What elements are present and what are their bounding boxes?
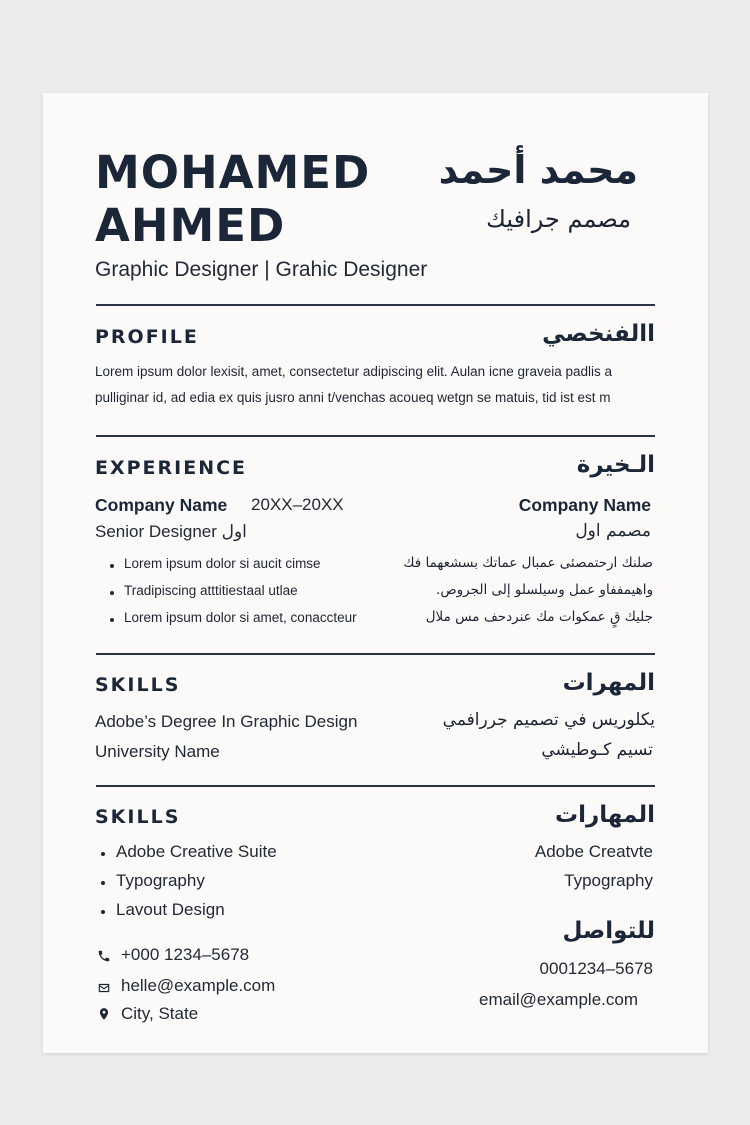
email-address[interactable]: helle@example.com <box>121 976 276 995</box>
skill-item: Typography <box>116 871 205 890</box>
divider <box>96 435 655 437</box>
bullet <box>110 591 114 595</box>
profile-heading-arabic: االفنخصي <box>542 321 655 347</box>
skills-heading: SKILLS <box>95 806 181 828</box>
degree: Adobe’s Degree In Graphic Design <box>95 712 358 731</box>
map-pin-icon <box>97 1007 111 1021</box>
location: City, State <box>121 1004 199 1023</box>
name-line-1: MOHAMED <box>95 146 371 199</box>
name-line-2: AHMED <box>95 199 286 252</box>
phone-number[interactable]: +000 1234–5678 <box>121 945 250 964</box>
envelope-icon <box>97 981 111 995</box>
phone-icon <box>97 949 111 963</box>
title-arabic: مصمم جرافيك <box>486 205 631 233</box>
skill-item-right: Adobe Creatvte <box>534 842 653 861</box>
education-heading-arabic: المهرات <box>562 670 655 696</box>
job-role-arabic: مصمم اول <box>575 521 651 541</box>
company-name-arabic-column: Company Name <box>518 495 651 515</box>
phone-number-right[interactable]: 0001234–5678 <box>539 959 653 978</box>
contact-heading-arabic: للتواصل <box>562 918 655 944</box>
skill-item: Adobe Creative Suite <box>116 842 277 861</box>
email-address-right[interactable]: email@example.com <box>479 990 638 1009</box>
divider <box>96 653 655 655</box>
experience-bullet: Lorem ipsum dolor si amet, conaccteur <box>124 610 357 625</box>
bullet <box>101 910 105 914</box>
job-subtitle: Graphic Designer | Grahic Designer <box>95 258 428 281</box>
skill-item-right: Typography <box>564 871 653 890</box>
experience-bullet: Lorem ipsum dolor si aucit cimse <box>124 556 321 571</box>
job-role: Senior Designer اول <box>95 522 247 541</box>
bullet <box>110 564 114 568</box>
experience-bullet-arabic: جليك قٍ عمكوات مك عنردحف مس ملال <box>425 609 653 625</box>
university-name: University Name <box>95 742 220 761</box>
experience-bullet-arabic: صلنك ارحتمصئى عمبال عماتك بسشعهما فك <box>403 555 653 571</box>
profile-text-line-1: Lorem ipsum dolor lexisit, amet, consectetur adipiscing elit. Aulan icne graveia padlis a <box>95 364 613 379</box>
bullet <box>110 618 114 622</box>
profile-text-line-2: pulliginar id, ad edia ex quis jusro anni t/venchas acoueq wetgn se matuis, tid ist est m <box>95 390 611 405</box>
skills-heading-arabic: المهارات <box>555 802 655 828</box>
name-arabic: محمد أحمد <box>438 148 638 192</box>
education-heading: SKILLS <box>95 674 181 696</box>
experience-bullet-arabic: واهيمففاو عمل وسيلسلو إلى الجروص. <box>436 582 653 598</box>
bullet <box>101 852 105 856</box>
profile-heading: PROFILE <box>95 326 199 348</box>
company-name: Company Name <box>95 495 228 515</box>
employment-dates: 20XX–20XX <box>251 495 344 514</box>
experience-bullet: Tradipiscing atttitiestaal utlae <box>124 583 298 598</box>
experience-heading-arabic: الـخيرة <box>576 452 655 478</box>
experience-heading: EXPERIENCE <box>95 457 248 479</box>
university-name-arabic: تسيم كـوطيشي <box>541 740 653 760</box>
degree-arabic: يكلوريس في تصميم جررافمي <box>442 710 655 730</box>
skill-item: Lavout Design <box>116 900 225 919</box>
divider <box>96 785 655 787</box>
divider <box>96 304 655 306</box>
bullet <box>101 881 105 885</box>
resume-sheet <box>43 93 708 1053</box>
